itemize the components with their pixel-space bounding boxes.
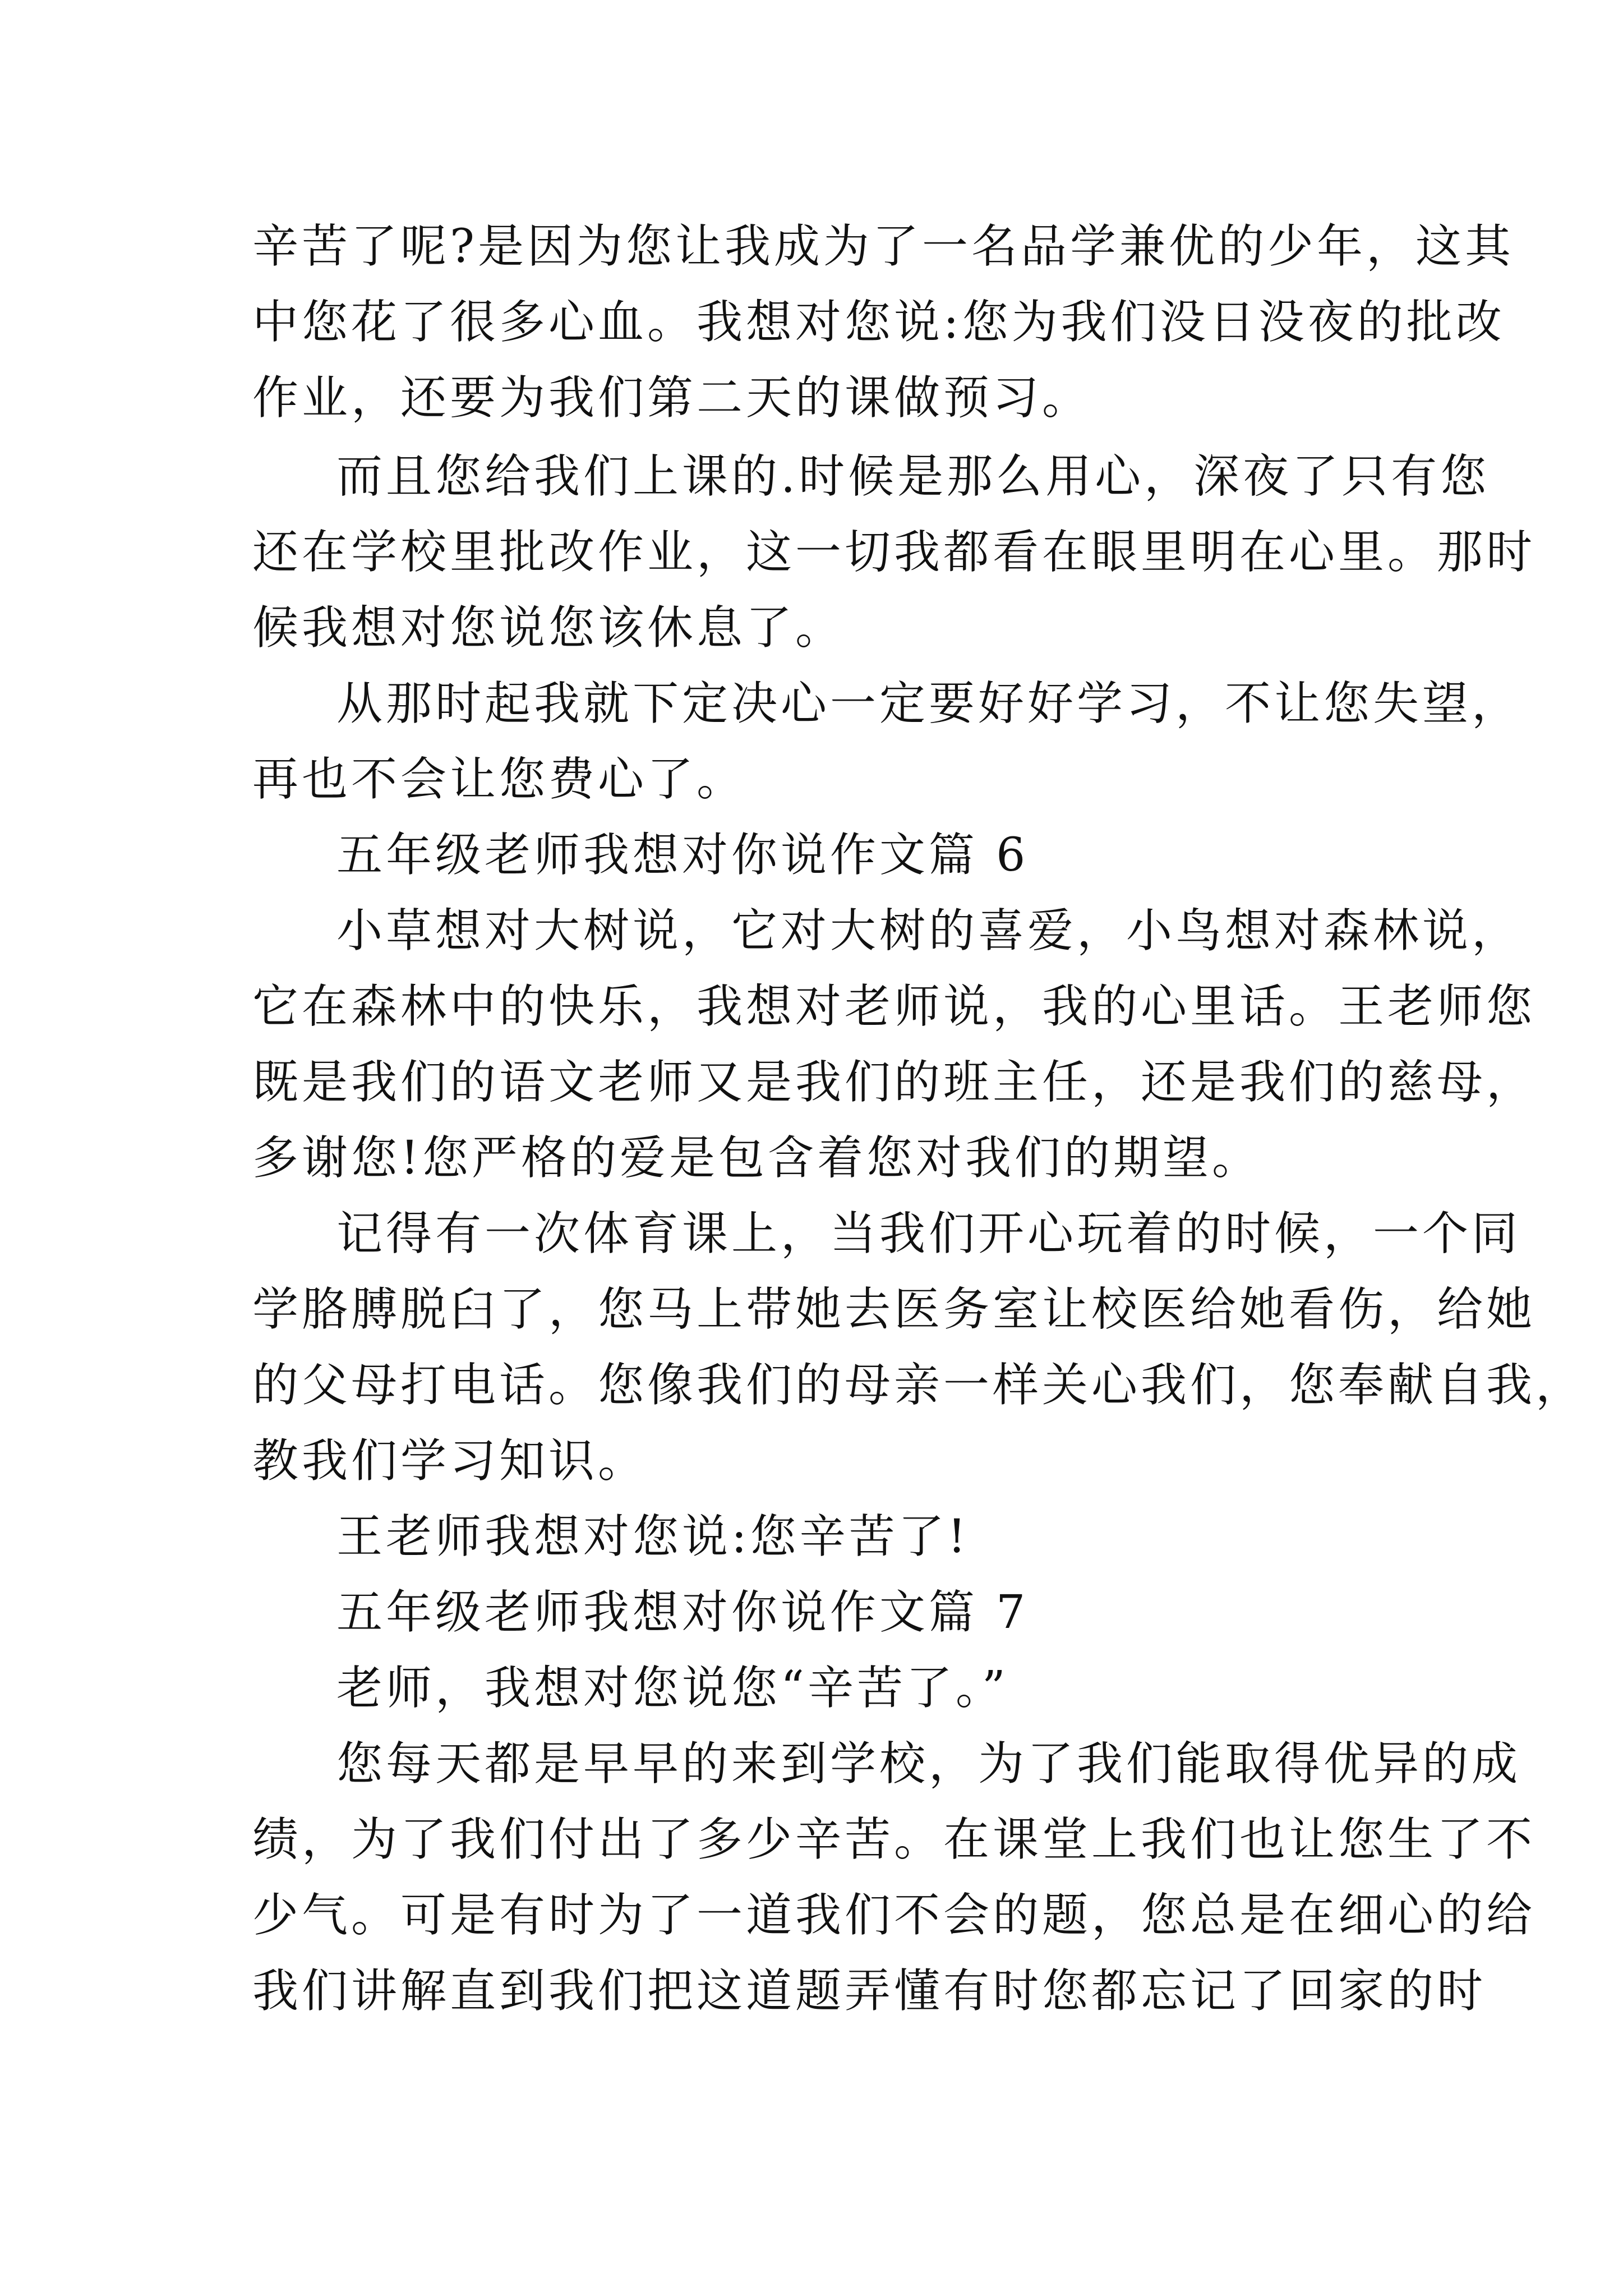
text-line: 作业，还要为我们第二天的课做预习。 (252, 371, 1092, 425)
text-line: 小草想对大树说，它对大树的喜爱，小鸟想对森林说， (336, 904, 1521, 958)
text-line: 辛苦了呢?是因为您让我成为了一名品学兼优的少年，这其 (252, 220, 1514, 273)
text-line: 教我们学习知识。 (252, 1434, 648, 1488)
text-line: 王老师我想对您说:您辛苦了! (336, 1510, 970, 1563)
text-line: 记得有一次体育课上，当我们开心玩着的时候，一个同 (336, 1207, 1521, 1260)
text-line: 学胳膊脱臼了，您马上带她去医务室让校医给她看伤，给她 (252, 1283, 1536, 1336)
text-line: 老师，我想对您说您“辛苦了。” (336, 1662, 1009, 1715)
text-line: 而且您给我们上课的.时候是那么用心，深夜了只有您 (336, 450, 1490, 503)
text-line: 还在学校里批改作业，这一切我都看在眼里明在心里。那时 (252, 526, 1536, 579)
text-line: 少气。可是有时为了一道我们不会的题，您总是在细心的给 (252, 1889, 1536, 1942)
text-line: 绩，为了我们付出了多少辛苦。在课堂上我们也让您生了不 (252, 1813, 1536, 1866)
text-line: 多谢您!您严格的爱是包含着您对我们的期望。 (252, 1131, 1261, 1185)
text-line: 您每天都是早早的来到学校，为了我们能取得优异的成 (336, 1737, 1521, 1791)
text-line: 它在森林中的快乐，我想对老师说，我的心里话。王老师您 (252, 980, 1536, 1033)
text-line: 中您花了很多心血。我想对您说:您为我们没日没夜的批改 (252, 296, 1505, 349)
section-heading: 五年级老师我想对你说作文篇 7 (336, 1586, 1029, 1639)
section-heading: 五年级老师我想对你说作文篇 6 (336, 829, 1029, 882)
text-line: 的父母打电话。您像我们的母亲一样关心我们，您奉献自我， (252, 1359, 1585, 1412)
text-line: 从那时起我就下定决心一定要好好学习，不让您失望， (336, 677, 1521, 730)
text-line: 候我想对您说您该休息了。 (252, 601, 845, 655)
text-line: 再也不会让您费心了。 (252, 753, 746, 806)
text-line: 既是我们的语文老师又是我们的班主任，还是我们的慈母， (252, 1056, 1536, 1109)
text-line: 我们讲解直到我们把这道题弄懂有时您都忘记了回家的时 (252, 1964, 1487, 2018)
